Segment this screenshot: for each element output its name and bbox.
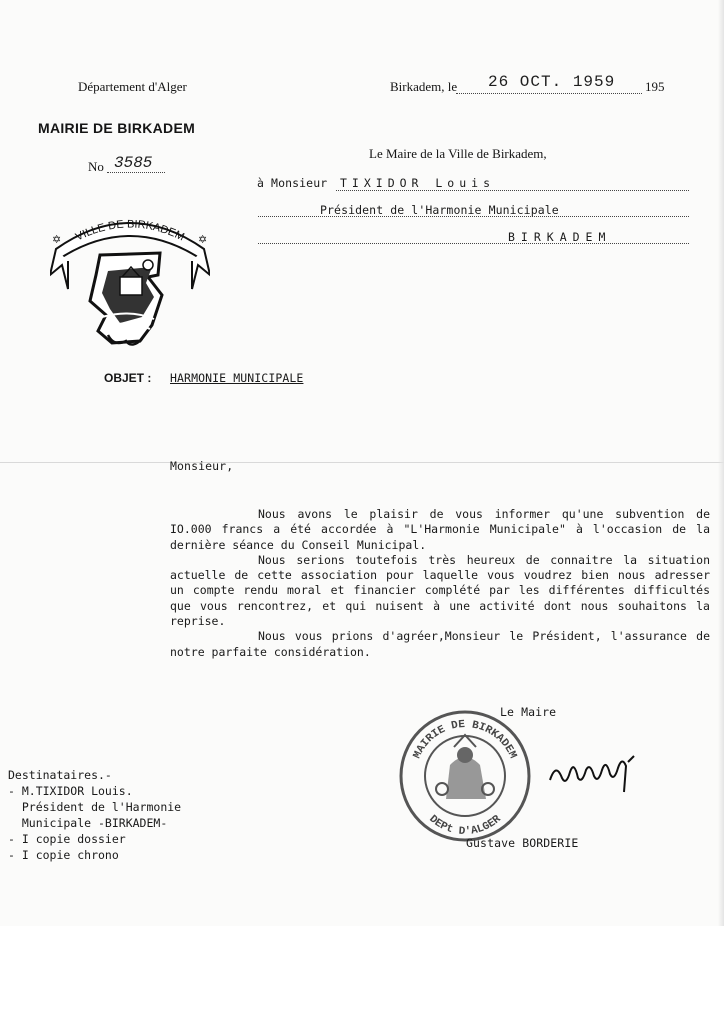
addressee-name: TIXIDOR Louis [340,176,496,190]
city-crest-icon [50,205,210,350]
recipients-title: Destinataires.- [8,768,112,782]
letter-body [170,507,710,660]
object-value: HARMONIE MUNICIPALE [170,371,304,385]
place-label: Birkadem, le [390,79,458,94]
svg-text:✡: ✡ [198,234,208,246]
number-label: No [88,159,104,174]
handwritten-signature [548,752,640,798]
object-label: OBJET : [104,371,152,385]
signatory-name: Gustave BORDERIE [466,836,579,850]
crest-banner-text: VILLE DE BIRKADEM [73,218,187,244]
salutation: Monsieur, [170,459,234,473]
mairie-title: MAIRIE DE BIRKADEM [38,120,196,136]
fold-line [0,462,724,463]
year-prefix: 195 [645,79,665,94]
stamp-top-text: MAIRIE DE BIRKADEM [411,718,519,761]
date-dotline [456,93,642,94]
recipient-line: - I copie chrono [8,848,119,862]
department-label: Département d'Alger [78,79,187,94]
date-stamp: 26 OCT. 1959 [488,73,616,91]
addressee-line-2: Président de l'Harmonie Municipale [320,203,559,217]
sender-title: Le Maire de la Ville de Birkadem, [369,146,547,161]
number-dotline [107,172,165,173]
addressee-dotline-3 [258,243,689,244]
page-edge [718,0,724,926]
recipient-line: - M.TIXIDOR Louis. [8,784,133,798]
number-value: 3585 [114,154,153,172]
addressee-dotline-1 [336,190,689,191]
recipient-line: Président de l'Harmonie [8,800,182,814]
recipient-line: Municipale -BIRKADEM- [8,816,168,830]
addressee-line-3: BIRKADEM [508,230,612,244]
paragraph-1: Nous avons le plaisir de vous informer qu'une subvention de IO.000 francs a été accordée à "L'Harmonie Municipale" à l'occasion de la dernière séance du Conseil Municipal. [170,507,710,552]
paragraph-2: Nous serions toutefois très heureux de connaitre la situation actuelle de cette association pour laquelle vous voudrez bien nous adresser un compte rendu moral et financier complété par les différentes difficultés que vous rencontrez, et qui nuisent à une activité dont nous souhaitons la reprise. [170,552,710,629]
svg-text:✡: ✡ [52,234,62,246]
addressee-prefix: à Monsieur [257,176,328,190]
stamp-bottom-text: DEPt D'ALGER [426,813,504,839]
recipient-line: - I copie dossier [8,832,126,846]
marianne-seal-icon [396,707,534,845]
signature-title: Le Maire [500,705,557,719]
paragraph-3: Nous vous prions d'agréer,Monsieur le Président, l'assurance de notre parfaite considération. [170,629,710,659]
recipients-list [8,767,181,863]
